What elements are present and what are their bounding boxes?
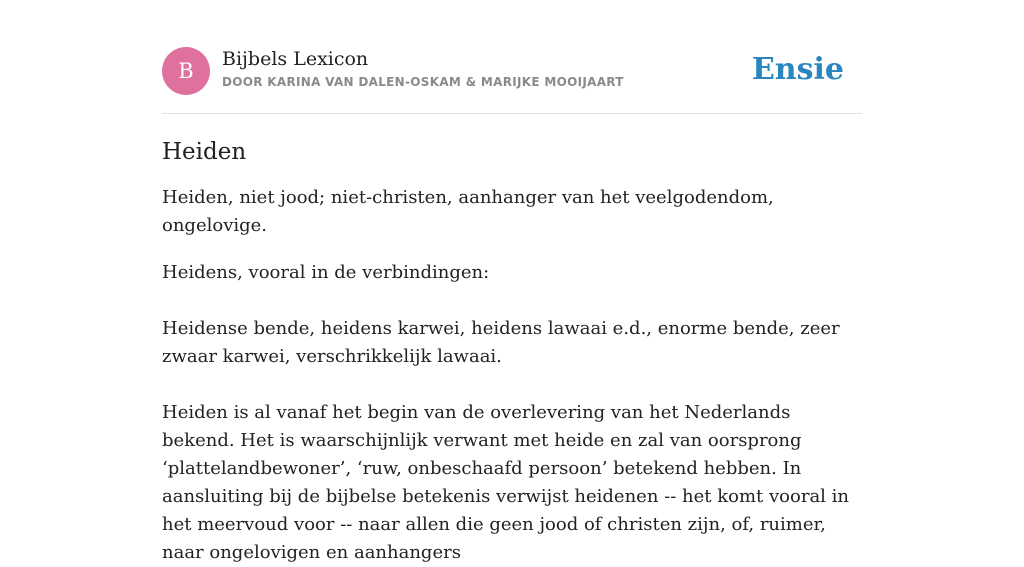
header-divider [162, 113, 862, 114]
entry-paragraph: Heidense bende, heidens karwei, heidens lawaai e.d., enorme bende, zeer zwaar karwei, verschrikkelijk lawaai. [162, 318, 840, 367]
avatar[interactable]: B [162, 47, 210, 95]
authors-byline: DOOR KARINA VAN DALEN-OSKAM & MARIJKE MOOIJAART [222, 75, 624, 89]
book-title[interactable]: Bijbels Lexicon [222, 48, 369, 70]
entry-paragraph: Heiden is al vanaf het begin van de overlevering van het Nederlands bekend. Het is waarschijnlijk verwant met heide en zal van oorsprong ‘plattelandbewoner’, ‘ruw, onbeschaafd persoon’ betekend hebben. In aansluiting bij de bijbelse betekenis verwijst heidenen -- het komt vooral in het meervoud voor -- naar allen die geen jood of christen zijn, of, ruimer, naar ongelovigen en aanhangers [162, 402, 849, 563]
entry-paragraph: Heiden, niet jood; niet-christen, aanhanger van het veelgodendom, ongelovige. [162, 187, 774, 236]
header [162, 47, 862, 95]
brand-logo[interactable]: Ensie [751, 52, 844, 87]
entry-title: Heiden [162, 139, 247, 165]
entry-paragraph: Heidens, vooral in de verbindingen: [162, 262, 490, 283]
entry-content [162, 134, 862, 567]
